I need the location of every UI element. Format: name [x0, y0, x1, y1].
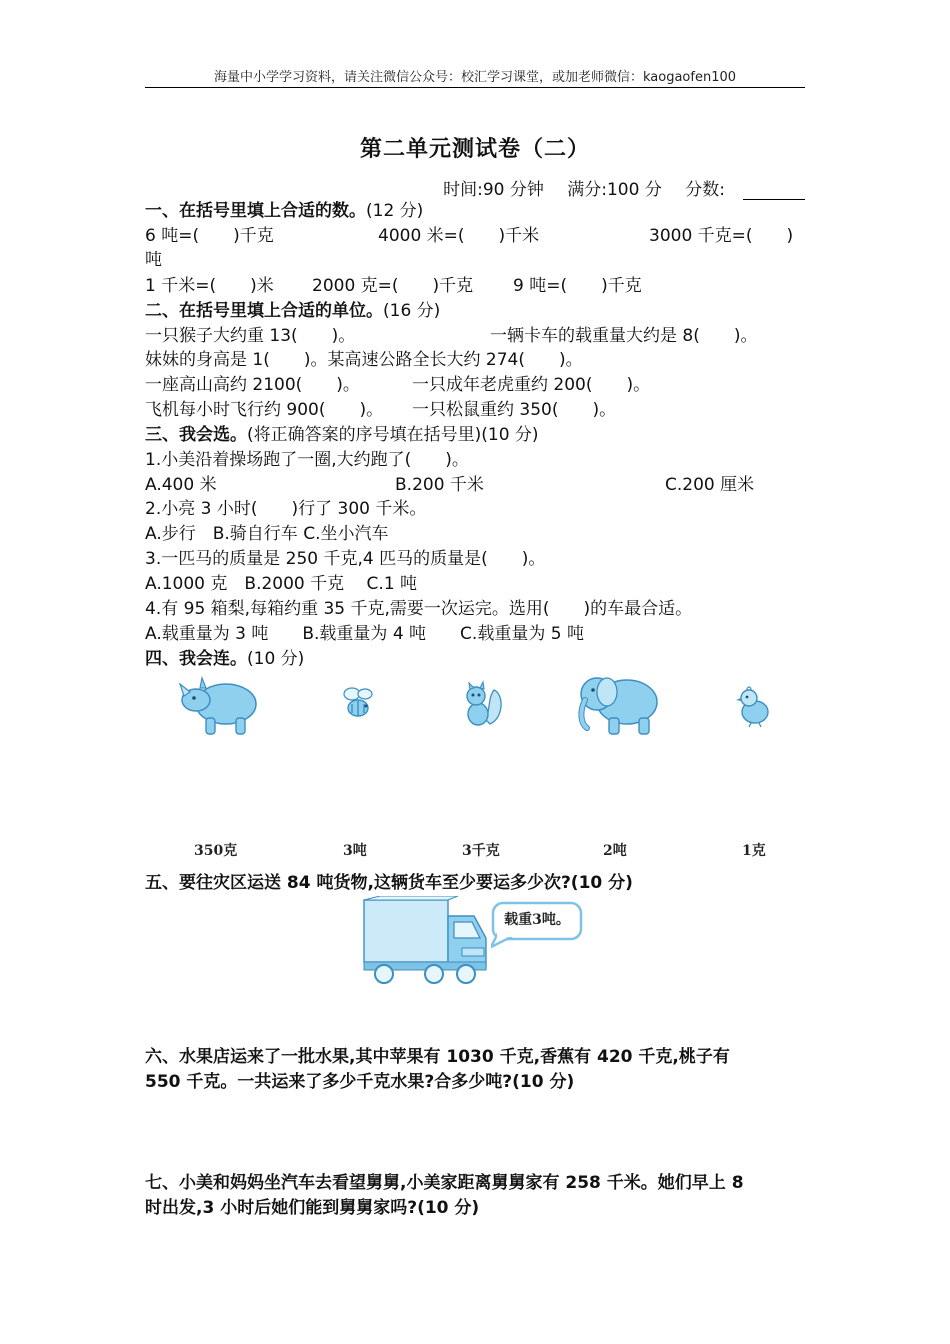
elephant-icon	[575, 668, 663, 738]
bee-icon	[338, 684, 378, 724]
exam-meta	[425, 175, 805, 200]
s3-q3: 3.一匹马的质量是 250 千克,4 匹马的质量是( )。	[145, 549, 546, 569]
s2-q2: 一辆卡车的载重量大约是 8( )。	[490, 326, 758, 346]
s3-q1-opt-b: B.200 千米	[395, 475, 484, 495]
s1-q6: 9 吨=( )千克	[513, 276, 642, 296]
rhino-icon	[178, 670, 264, 738]
s3-q2: 2.小亮 3 小时( )行了 300 千米。	[145, 499, 427, 519]
header-note: 海量中小学学习资料，请关注微信公众号：校汇学习课堂，或加老师微信：kaogaofen100	[213, 70, 737, 85]
section-7-line-2: 时出发,3 小时后她们能到舅舅家吗?(10 分)	[145, 1198, 480, 1218]
page-title: 第二单元测试卷（二）	[359, 136, 590, 162]
s2-q1: 一只猴子大约重 13( )。	[145, 326, 356, 346]
time-label: 时间:90 分钟	[443, 180, 544, 200]
s3-q4-opts: A.载重量为 3 吨 B.载重量为 4 吨 C.载重量为 5 吨	[145, 624, 584, 644]
score-label: 分数:	[685, 180, 725, 200]
speech-bubble	[491, 901, 583, 939]
s3-q1-opt-a: A.400 米	[145, 475, 217, 495]
section-2-heading: 二、在括号里填上合适的单位。(16 分)	[145, 301, 441, 321]
header-rule	[145, 87, 805, 88]
s1-q4: 1 千米=( )米	[145, 276, 274, 296]
chick-icon	[733, 684, 773, 728]
s1-q3: 3000 千克=( )	[649, 226, 794, 246]
section-6-line-1: 六、水果店运来了一批水果,其中苹果有 1030 千克,香蕉有 420 千克,桃子有	[145, 1047, 730, 1067]
s1-q2: 4000 米=( )千米	[378, 226, 540, 246]
weight-label-4: 2吨	[603, 843, 627, 859]
s2-q7: 飞机每小时飞行约 900( )。	[145, 400, 384, 420]
s1-q5: 2000 克=( )千克	[312, 276, 474, 296]
s3-q2-opts: A.步行 B.骑自行车 C.坐小汽车	[145, 524, 389, 544]
s2-q6: 一只成年老虎重约 200( )。	[412, 375, 651, 395]
s2-q3: 妹妹的身高是 1( )。某高速公路全长大约 274( )。	[145, 350, 583, 370]
s3-q1: 1.小美沿着操场跑了一圈,大约跑了( )。	[145, 450, 469, 470]
s3-q4: 4.有 95 箱梨,每箱约重 35 千克,需要一次运完。选用( )的车最合适。	[145, 599, 693, 619]
s1-q3-wrap: 吨	[145, 250, 162, 270]
s3-q3-opts: A.1000 克 B.2000 千克 C.1 吨	[145, 574, 418, 594]
section-5-heading: 五、要往灾区运送 84 吨货物,这辆货车至少要运多少次?(10 分)	[145, 873, 633, 893]
s2-q8: 一只松鼠重约 350( )。	[412, 400, 617, 420]
weight-label-3: 3千克	[462, 843, 500, 859]
truck-icon	[362, 896, 492, 988]
section-7-line-1: 七、小美和妈妈坐汽车去看望舅舅,小美家距离舅舅家有 258 千米。她们早上 8	[145, 1173, 744, 1193]
squirrel-icon	[460, 680, 504, 730]
s1-q1: 6 吨=( )千克	[145, 226, 274, 246]
full-score-label: 满分:100 分	[567, 180, 662, 200]
weight-label-2: 3吨	[343, 843, 367, 859]
s2-q5: 一座高山高约 2100( )。	[145, 375, 360, 395]
section-6-line-2: 550 千克。一共运来了多少千克水果?合多少吨?(10 分)	[145, 1072, 575, 1092]
section-1-heading: 一、在括号里填上合适的数。(12 分)	[145, 201, 424, 221]
section-3-heading: 三、我会选。(将正确答案的序号填在括号里)(10 分)	[145, 425, 539, 445]
score-field[interactable]	[685, 180, 805, 200]
speech-bubble-text: 载重3吨。	[504, 912, 570, 928]
weight-label-5: 1克	[742, 843, 766, 859]
weight-label-1: 350克	[194, 843, 238, 859]
section-4-heading: 四、我会连。(10 分)	[145, 649, 305, 669]
score-blank[interactable]	[743, 181, 805, 200]
s3-q1-opt-c: C.200 厘米	[665, 475, 755, 495]
